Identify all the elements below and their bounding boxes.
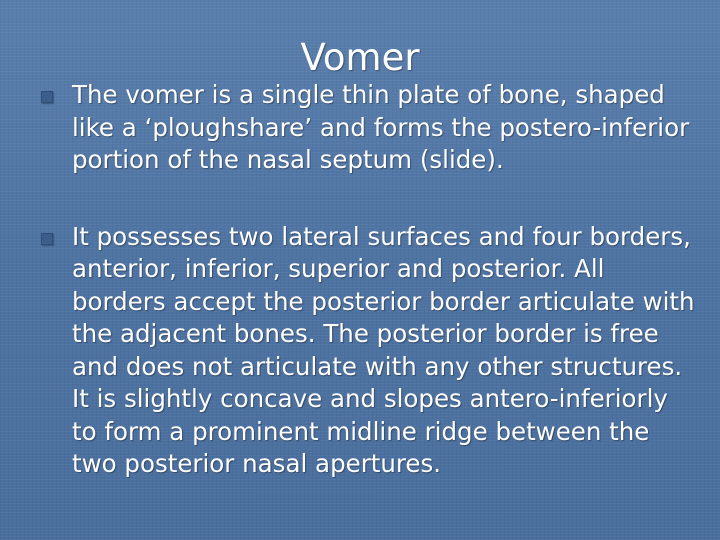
- bullet-text: The vomer is a single thin plate of bone, shaped like a ‘ploughshare’ and forms the postero-inferior portion of the nasal septum (slide).: [72, 80, 690, 174]
- square-bullet-icon: [41, 91, 53, 103]
- bullet-list: [40, 79, 700, 481]
- bullet-text: It possesses two lateral surfaces and four borders, anterior, inferior, superior and posterior. All borders accept the posterior border articulate with the adjacent bones. The posterior border is free and does not articulate with any other structures. It is slightly concave and slopes antero-inferiorly to form a prominent midline ridge between the two posterior nasal apertures.: [72, 221, 695, 478]
- bullet-item: [40, 221, 700, 481]
- square-bullet-icon: [41, 233, 53, 245]
- bullet-item: [40, 79, 700, 177]
- slide-title: Vomer: [300, 36, 420, 79]
